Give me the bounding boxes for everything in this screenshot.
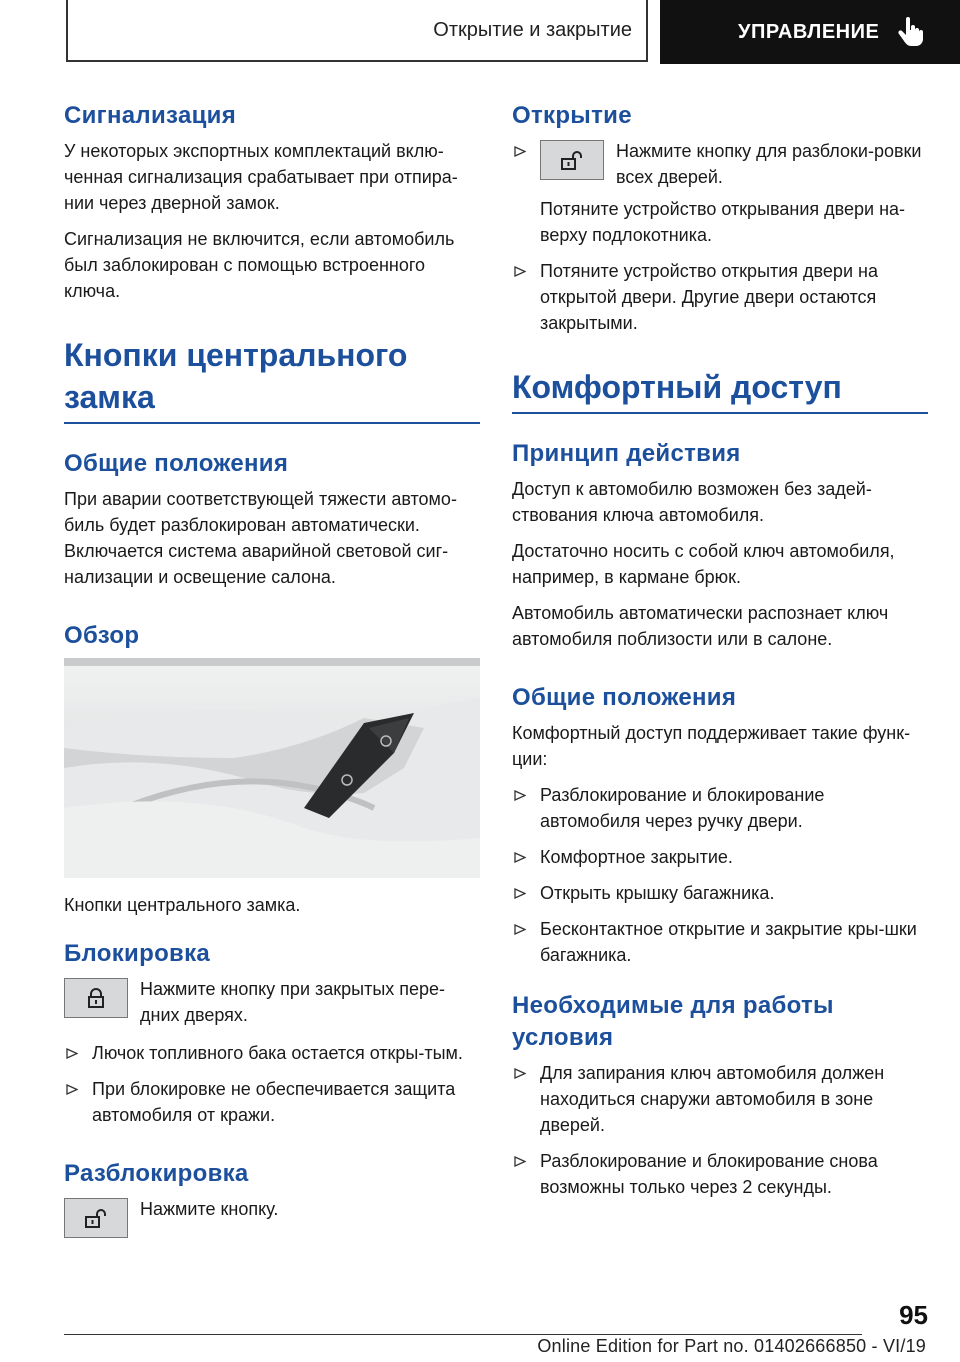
right-column <box>512 100 928 1210</box>
locking-heading: Блокировка <box>64 940 211 967</box>
principle-paragraph-3: Автомобиль автоматически распознает ключ автомобиля поблизости или в салоне. <box>512 603 889 649</box>
comfort-function-3: Открыть крышку багажника. <box>540 883 775 903</box>
comfort-general-text: Комфортный доступ поддерживает такие функ-ции: <box>512 723 911 769</box>
locking-bullets <box>64 1040 480 1128</box>
lock-open-icon <box>561 150 583 170</box>
opening-bullet-2: Потяните устройство открытия двери на открытой двери. Другие двери остаются закрытыми. <box>540 261 878 333</box>
section-title: Открытие и закрытие <box>433 18 632 41</box>
chapter-tab <box>660 0 960 64</box>
page-number: 95 <box>899 1300 928 1330</box>
comfort-access-heading: Комфортный доступ <box>512 366 928 414</box>
list-item <box>512 880 928 906</box>
lock-open-icon <box>85 1208 107 1228</box>
list-item <box>512 916 928 968</box>
footer-divider <box>64 1334 862 1335</box>
general-heading: Общие положения <box>64 450 289 477</box>
list-item <box>512 844 928 870</box>
list-item <box>512 1148 928 1200</box>
principle-paragraph-1: Доступ к автомобилю возможен без задей-ствования ключа автомобиля. <box>512 479 872 525</box>
triangle-right-outline-icon <box>514 888 526 899</box>
list-item <box>512 1060 928 1138</box>
door-buttons-photo <box>64 658 480 878</box>
comfort-function-1: Разблокирование и блокирование автомобиля через ручку двери. <box>540 785 825 831</box>
triangle-right-outline-icon <box>66 1048 78 1059</box>
locking-bullet-2: При блокировке не обеспечивается защита автомобиля от кражи. <box>92 1079 456 1125</box>
comfort-general-heading: Общие положения <box>512 684 737 711</box>
alarm-heading: Сигнализация <box>64 102 236 129</box>
principle-heading: Принцип действия <box>512 440 741 467</box>
list-item <box>512 258 928 336</box>
unlocking-step-text: Нажмите кнопку. <box>140 1199 279 1219</box>
opening-bullets <box>512 138 928 336</box>
list-item <box>64 1076 480 1128</box>
locking-step <box>64 976 480 1028</box>
pointing-hand-icon <box>897 17 925 47</box>
conditions-heading: Необходимые для работы условия <box>512 992 834 1051</box>
condition-2: Разблокирование и блокирование снова возможны только через 2 секунды. <box>540 1151 878 1197</box>
list-item <box>512 782 928 834</box>
alarm-paragraph-1: У некоторых экспортных комплектаций вклю-ченная сигнализация срабатывает при отпира-нии через дверной замок. <box>64 141 458 213</box>
left-column <box>64 100 480 1250</box>
conditions-list <box>512 1060 928 1200</box>
comfort-function-4: Бесконтактное открытие и закрытие кры-шки багажника. <box>540 919 917 965</box>
edition-note: Online Edition for Part no. 01402666850 - VI/19 <box>537 1336 926 1356</box>
condition-1: Для запирания ключ автомобиля должен находиться снаружи автомобиля в зоне дверей. <box>540 1063 885 1135</box>
list-item <box>64 1040 480 1066</box>
central-lock-heading: Кнопки центрального замка <box>64 334 480 424</box>
photo-caption: Кнопки центрального замка. <box>64 895 301 915</box>
unlock-button <box>64 1198 128 1238</box>
lock-closed-icon <box>87 988 105 1008</box>
list-item <box>512 138 928 248</box>
triangle-right-outline-icon <box>514 266 526 277</box>
triangle-right-outline-icon <box>66 1084 78 1095</box>
triangle-right-outline-icon <box>514 852 526 863</box>
locking-step-text: Нажмите кнопку при закрытых пере-дних дверях. <box>140 979 446 1025</box>
unlocking-step <box>64 1196 480 1238</box>
opening-heading: Открытие <box>512 102 632 129</box>
general-text: При аварии соответствующей тяжести автомо-биль будет разблокирован автоматически. Включается система аварийной световой сиг-нализации и освещение салона. <box>64 489 457 587</box>
chapter-title: УПРАВЛЕНИЕ <box>738 20 880 43</box>
triangle-right-outline-icon <box>514 1068 526 1079</box>
lock-button <box>64 978 128 1018</box>
comfort-function-2: Комфортное закрытие. <box>540 847 733 867</box>
comfort-function-list <box>512 782 928 968</box>
triangle-right-outline-icon <box>514 790 526 801</box>
opening-step-text: Нажмите кнопку для разблоки-ровки всех дверей. <box>616 141 922 187</box>
opening-step-followup: Потяните устройство открывания двери на-верху подлокотника. <box>540 199 906 245</box>
alarm-paragraph-2: Сигнализация не включится, если автомобиль был заблокирован с помощью встроенного ключа. <box>64 229 455 301</box>
overview-heading: Обзор <box>64 622 140 649</box>
triangle-right-outline-icon <box>514 146 526 157</box>
principle-paragraph-2: Достаточно носить с собой ключ автомобиля, например, в кармане брюк. <box>512 541 895 587</box>
section-tab <box>66 0 648 62</box>
unlocking-heading: Разблокировка <box>64 1160 249 1187</box>
triangle-right-outline-icon <box>514 1156 526 1167</box>
door-panel-illustration <box>64 658 480 878</box>
opening-step <box>540 138 928 190</box>
locking-bullet-1: Лючок топливного бака остается откры-тым. <box>92 1043 463 1063</box>
triangle-right-outline-icon <box>514 924 526 935</box>
unlock-button <box>540 140 604 180</box>
